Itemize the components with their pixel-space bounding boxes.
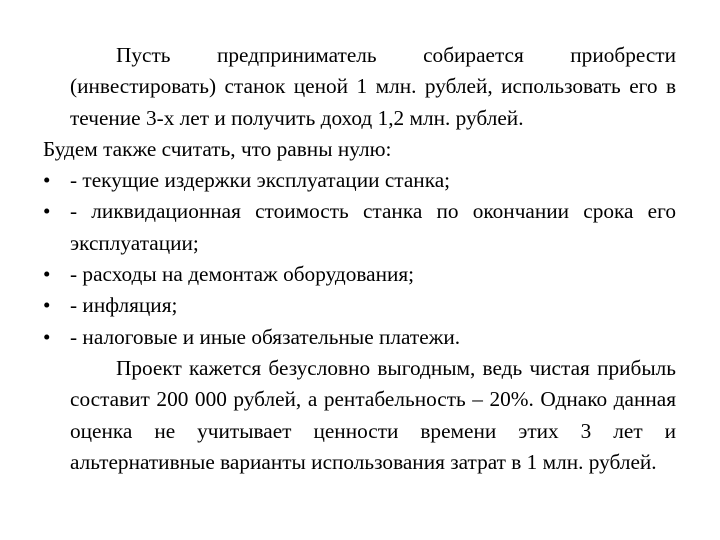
bullet-text: - инфляция;	[70, 293, 178, 318]
bullet-item	[43, 322, 676, 353]
paragraph-purchase: Пусть предприниматель собирается приобрести (инвестировать) станок ценой 1 млн. рублей, использовать его в течение 3-х лет и получить доход 1,2 млн. рублей.	[70, 43, 676, 130]
bullet-marker: •	[43, 293, 51, 318]
slide-text	[43, 40, 676, 478]
bullet-item	[43, 165, 676, 196]
bullet-text: - расходы на демонтаж оборудования;	[70, 262, 415, 287]
bullet-item	[43, 259, 676, 290]
zero-assumptions-intro: Будем также считать, что равны нулю:	[43, 136, 392, 161]
bullet-marker: •	[43, 168, 51, 193]
bullet-item	[43, 290, 676, 321]
paragraph-conclusion: Проект кажется безусловно выгодным, ведь чистая прибыль составит 200 000 рублей, а рентабельность – 20%. Однако данная оценка не учитывает ценности времени этих 3 лет и альтернативные варианты использования затрат в 1 млн. рублей.	[70, 355, 676, 474]
bullet-text: - ликвидационная стоимость станка по окончании срока его эксплуатации;	[70, 199, 676, 255]
bullet-marker: •	[43, 199, 51, 224]
bullet-text: - текущие издержки эксплуатации станка;	[70, 168, 451, 193]
bullet-marker: •	[43, 324, 51, 349]
bullet-item	[43, 196, 676, 259]
bullet-text: - налоговые и иные обязательные платежи.	[70, 324, 461, 349]
bullet-marker: •	[43, 262, 51, 287]
